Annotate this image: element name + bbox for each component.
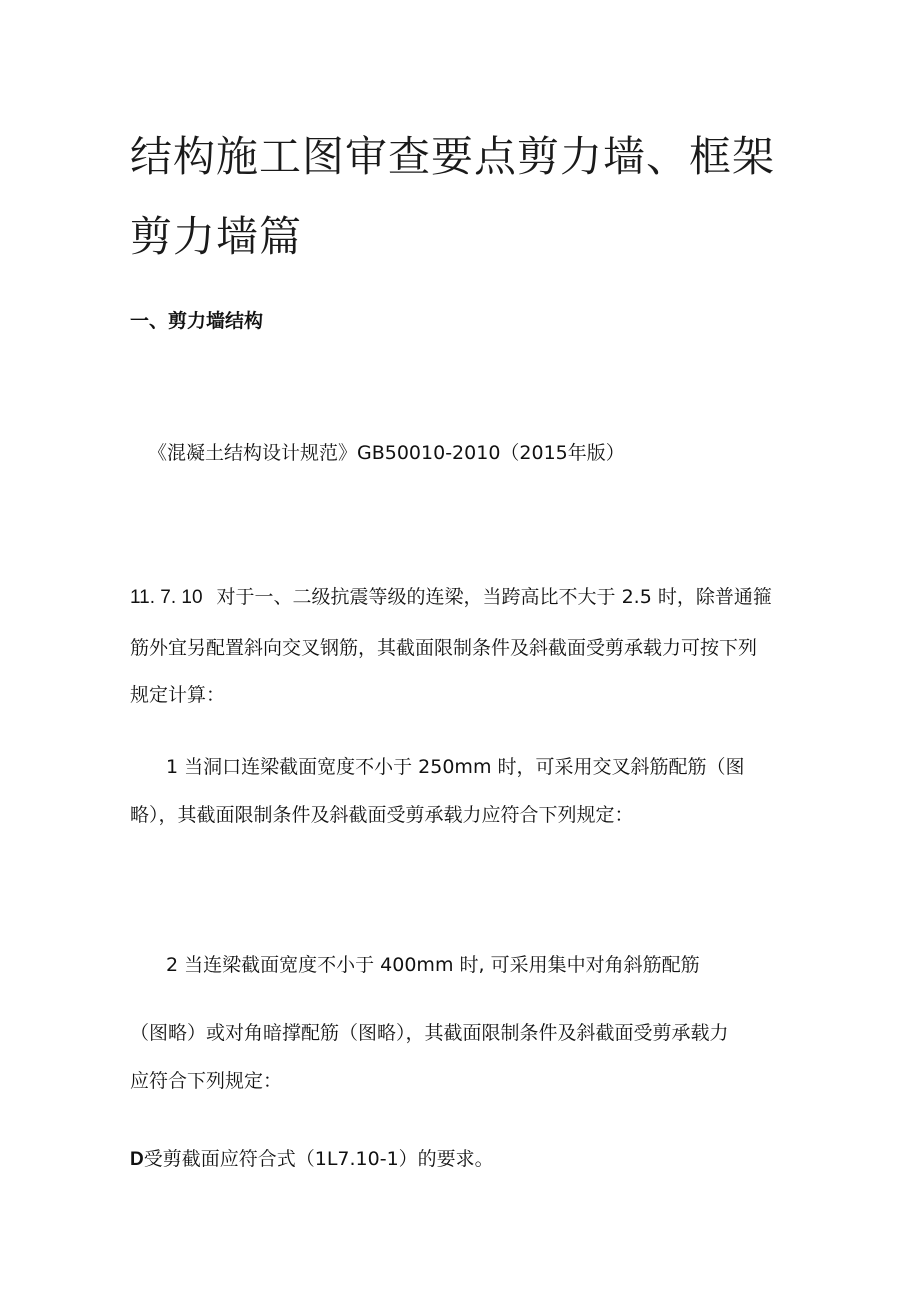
paragraph-3-line-3: 应符合下列规定： <box>130 1070 283 1092</box>
paragraph-4-prefix: D <box>130 1149 144 1170</box>
paragraph-1-line-2: 筋外宜另配置斜向交叉钢筋，其截面限制条件及斜截面受剪承载力可按下列 <box>130 637 758 659</box>
clause-number: 11. 7. 10 <box>130 587 203 608</box>
paragraph-2-line-2: 略），其截面限制条件及斜截面受剪承载力应符合下列规定： <box>130 804 634 826</box>
document-title-line-1: 结构施工图审查要点剪力墙、框架 <box>130 132 776 181</box>
paragraph-1-line-1-text: 对于一、二级抗震等级的连梁，当跨高比不大于 2.5 时，除普通箍 <box>216 586 772 608</box>
paragraph-1-line-3: 规定计算： <box>130 684 226 706</box>
paragraph-3-line-2: （图略）或对角暗撑配筋（图略），其截面限制条件及斜截面受剪承载力 <box>130 1022 729 1044</box>
document-title-line-2: 剪力墙篇 <box>130 212 303 261</box>
code-reference: 《混凝土结构设计规范》GB50010-2010（2015年版） <box>148 442 625 464</box>
paragraph-3-line-1: 2 当连梁截面宽度不小于 400mm 时, 可采用集中对角斜筋配筋 <box>166 954 700 976</box>
paragraph-4-text: 受剪截面应符合式（1L7.10-1）的要求。 <box>143 1148 494 1170</box>
paragraph-2-line-1: 1 当洞口连梁截面宽度不小于 250mm 时，可采用交叉斜筋配筋（图 <box>166 756 745 778</box>
paragraph-4-line-1 <box>130 1146 494 1173</box>
section-heading: 一、剪力墙结构 <box>130 310 264 332</box>
paragraph-1-line-1 <box>130 584 772 611</box>
